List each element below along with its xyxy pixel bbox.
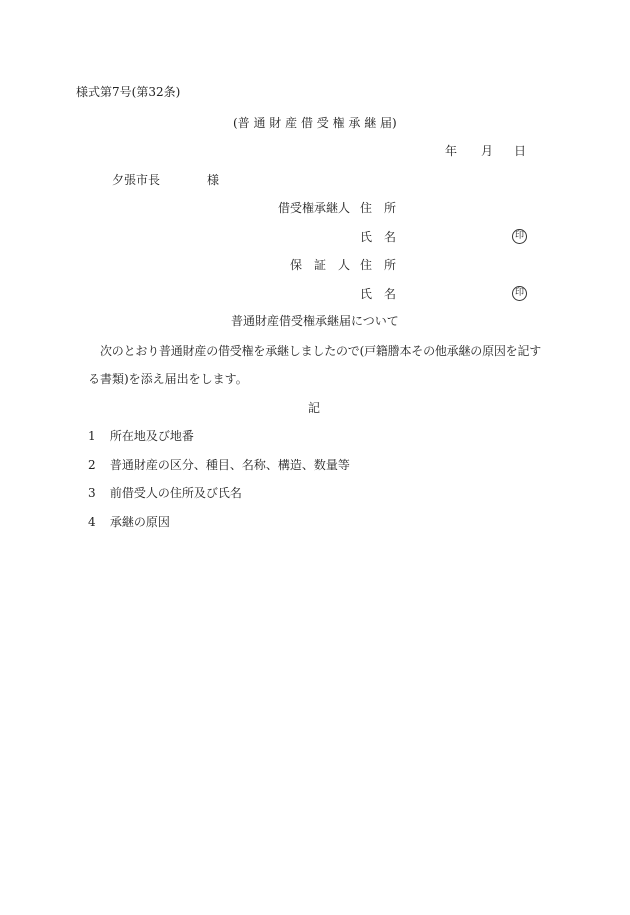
list-item-number: 3 [88, 486, 96, 500]
successor-seal-icon: 印 [512, 229, 527, 244]
list-item [88, 458, 350, 472]
date-year: 年 [445, 144, 458, 158]
list-item [88, 429, 194, 443]
body-line-1: 次のとおり普通財産の借受権を承継しましたので(戸籍謄本その他承継の原因を記す [100, 344, 542, 358]
list-item-number: 2 [88, 458, 96, 472]
subject-line: 普通財産借受権承継届について [231, 314, 399, 328]
list-item [88, 486, 242, 500]
guarantor-name-label: 氏 名 [360, 287, 397, 301]
list-item-text: 所在地及び地番 [109, 429, 194, 443]
list-item-number: 4 [88, 515, 96, 529]
date-day: 日 [514, 144, 527, 158]
list-item-text: 前借受人の住所及び氏名 [109, 486, 242, 500]
addressee-name: 夕張市長 [112, 173, 161, 187]
successor-role: 借受権承継人 [278, 201, 351, 215]
guarantor-seal-icon: 印 [512, 286, 527, 301]
guarantor-role: 保 証 人 [290, 258, 351, 272]
list-item [88, 515, 170, 529]
addressee-honorific: 様 [207, 173, 220, 187]
list-item-number: 1 [88, 429, 96, 443]
form-number: 様式第7号(第32条) [76, 85, 181, 99]
ki-heading: 記 [308, 401, 321, 415]
successor-address-label: 住 所 [360, 201, 397, 215]
list-item-text: 承継の原因 [109, 515, 170, 529]
guarantor-address-label: 住 所 [360, 258, 397, 272]
successor-name-label: 氏 名 [360, 230, 397, 244]
list-item-text: 普通財産の区分、種目、名称、構造、数量等 [109, 458, 350, 472]
date-month: 月 [481, 144, 494, 158]
form-title: (普 通 財 産 借 受 権 承 継 届) [233, 116, 397, 130]
body-line-2: る書類)を添え届出をします。 [88, 372, 248, 386]
